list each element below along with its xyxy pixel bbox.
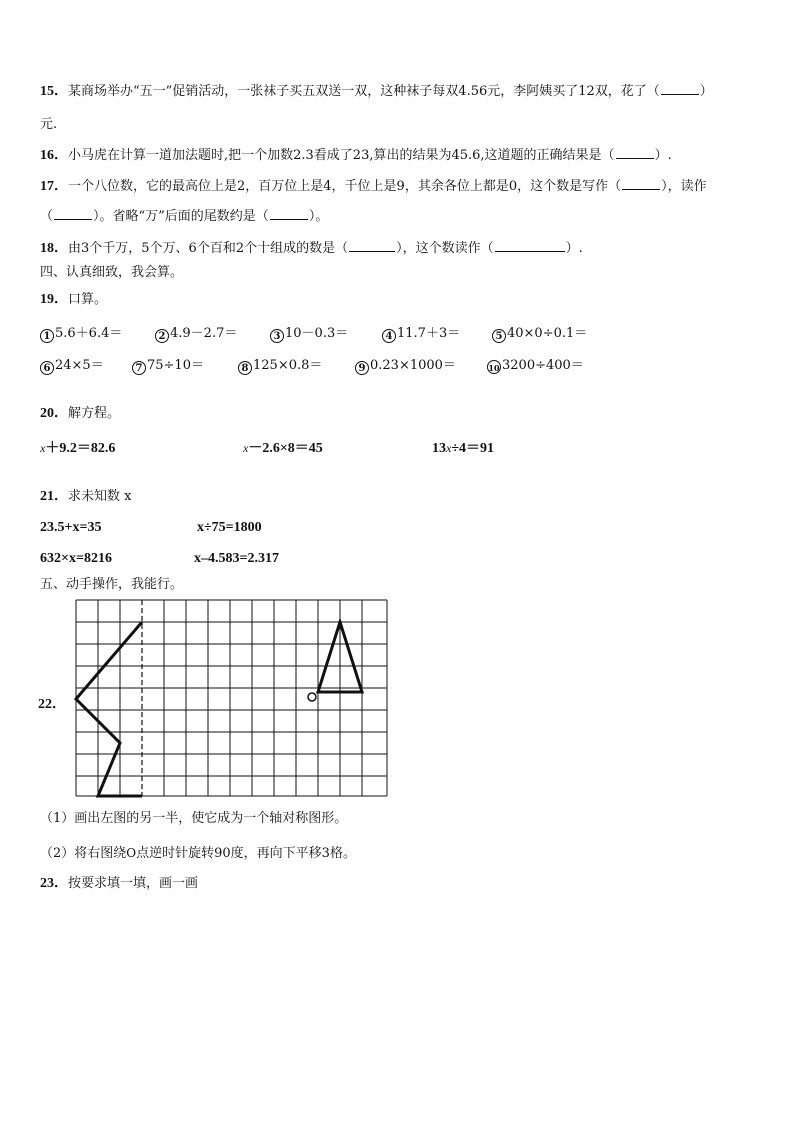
- eq-text: ÷4＝91: [451, 441, 495, 456]
- q17-approx-blank[interactable]: [270, 207, 308, 220]
- q21-eq3: 632×x=8216: [40, 551, 112, 566]
- q18-number-blank[interactable]: [349, 239, 395, 252]
- q23-heading: [40, 875, 198, 893]
- circled-number: 3: [270, 329, 284, 343]
- q16-text-b: ）.: [654, 148, 672, 163]
- q19-expr: 125×0.8＝: [253, 358, 323, 373]
- q19-item-6: [40, 354, 104, 375]
- q17-text-e: ）。: [308, 209, 329, 224]
- circled-number: 5: [492, 329, 506, 343]
- q15-line1: [40, 82, 713, 101]
- circled-number: 7: [132, 361, 146, 375]
- q17-line2: [40, 207, 328, 226]
- q22-sub2-b: 点逆时针旋转90度，再向下平移3格。: [136, 846, 356, 861]
- q16-answer-blank[interactable]: [616, 146, 654, 159]
- eq-text: ＋9.2＝82.6: [45, 441, 116, 456]
- q22-sub2-a: （2）将右图绕: [40, 846, 127, 861]
- q18-text-b: ），这个数读作（: [396, 241, 494, 256]
- q20-eq2: [243, 437, 323, 457]
- q23-title: 按要求填一填，画一画: [68, 876, 199, 891]
- q20-title: 解方程。: [68, 406, 121, 421]
- circled-number: 4: [382, 329, 396, 343]
- q19-item-7: [132, 354, 204, 375]
- q22-grid-figure[interactable]: [74, 598, 394, 800]
- q17-line1: [40, 177, 707, 196]
- q21-heading: [40, 488, 131, 506]
- q19-item-3: [270, 322, 348, 343]
- rotation-point-o: [308, 693, 316, 701]
- circled-number: 2: [155, 329, 169, 343]
- q19-expr: 0.23×1000＝: [370, 358, 456, 373]
- q19-expr: 10－0.3＝: [285, 326, 349, 341]
- q19-item-5: [492, 322, 587, 343]
- q20-number: 20．: [40, 406, 68, 421]
- q19-item-9: [355, 354, 456, 375]
- q21-eq4: x–4.583=2.317: [194, 551, 279, 566]
- q19-expr: 4.9－2.7＝: [170, 326, 238, 341]
- q22-sub2: [40, 844, 356, 863]
- q19-title: 口算。: [68, 292, 108, 307]
- q18-text-c: ）.: [565, 241, 583, 256]
- q22-number: 22．: [38, 697, 66, 712]
- var-x: x: [446, 441, 452, 455]
- var-x: x: [243, 441, 249, 455]
- q16-text-a: 小马虎在计算一道加法题时,把一个加数2.3看成了23,算出的结果为45.6,这道题的正确结果是（: [68, 148, 615, 163]
- q19-item-4: [382, 322, 460, 343]
- eq-text: －2.6×8＝45: [248, 441, 323, 456]
- eq-text: 13: [432, 441, 446, 456]
- q17-write-blank[interactable]: [622, 177, 660, 190]
- circled-number: 8: [238, 361, 252, 375]
- q19-heading: [40, 291, 107, 309]
- q22-sub1: （1）画出左图的另一半，使它成为一个轴对称图形。: [40, 811, 348, 826]
- q19-expr: 3200÷400＝: [502, 358, 584, 373]
- q15-number: 15．: [40, 84, 68, 99]
- q21-eq1: 23.5+x=35: [40, 520, 102, 535]
- left-half-figure: [76, 622, 142, 796]
- q15-line2: [40, 116, 57, 134]
- q20-eq1: [40, 437, 115, 457]
- q16-number: 16．: [40, 148, 68, 163]
- q19-item-1: [40, 322, 122, 343]
- q21-title: 求未知数 x: [68, 489, 132, 504]
- q17-number: 17．: [40, 179, 68, 194]
- q19-expr: 11.7＋3＝: [397, 326, 461, 341]
- q19-item-8: [238, 354, 322, 375]
- q16-line: [40, 146, 672, 165]
- circled-number: 6: [40, 361, 54, 375]
- q18-number: 18．: [40, 241, 68, 256]
- q19-expr: 40×0÷0.1＝: [507, 326, 588, 341]
- q20-heading: [40, 405, 120, 423]
- q18-line: [40, 239, 583, 258]
- q21-eq2: x÷75=1800: [197, 520, 262, 535]
- q17-text-d: ）。省略“万”后面的尾数约是（: [93, 209, 269, 224]
- q17-text-a: 一个八位数，它的最高位上是2，百万位上是4，千位上是9，其余各位上都是0，这个数是写作（: [68, 179, 622, 194]
- q15-text-c: 元.: [40, 117, 58, 132]
- q19-item-2: [155, 322, 237, 343]
- q15-text-b: ）: [699, 84, 713, 99]
- q18-text-a: 由3个千万，5个万、6个百和2个十组成的数是（: [68, 241, 349, 256]
- q20-eq3: [432, 437, 494, 457]
- grid-lines: [76, 600, 387, 796]
- q23-number: 23．: [40, 876, 68, 891]
- section4-title: 四、认真细致，我会算。: [40, 265, 184, 280]
- q15-text-a: 某商场举办“五一”促销活动，一张袜子买五双送一双，这种袜子每双4.56元，李阿姨买了12双，花了（: [68, 84, 660, 99]
- circled-number: 9: [355, 361, 369, 375]
- var-x: x: [40, 441, 46, 455]
- q19-number: 19．: [40, 292, 68, 307]
- q19-expr: 75÷10＝: [147, 358, 204, 373]
- q19-item-10: [487, 354, 584, 374]
- q19-expr: 5.6＋6.4＝: [55, 326, 123, 341]
- q21-number: 21．: [40, 489, 68, 504]
- section5-title: 五、动手操作，我能行。: [40, 577, 184, 592]
- point-o-label: O: [126, 846, 137, 860]
- circled-number: 10: [487, 360, 501, 374]
- q17-read-blank[interactable]: [54, 207, 92, 220]
- q18-read-blank[interactable]: [495, 239, 565, 252]
- circled-number: 1: [40, 329, 54, 343]
- q17-text-c: （: [40, 209, 54, 224]
- q19-expr: 24×5＝: [55, 358, 104, 373]
- q17-text-b: ），读作: [661, 179, 707, 194]
- q15-answer-blank[interactable]: [661, 82, 699, 95]
